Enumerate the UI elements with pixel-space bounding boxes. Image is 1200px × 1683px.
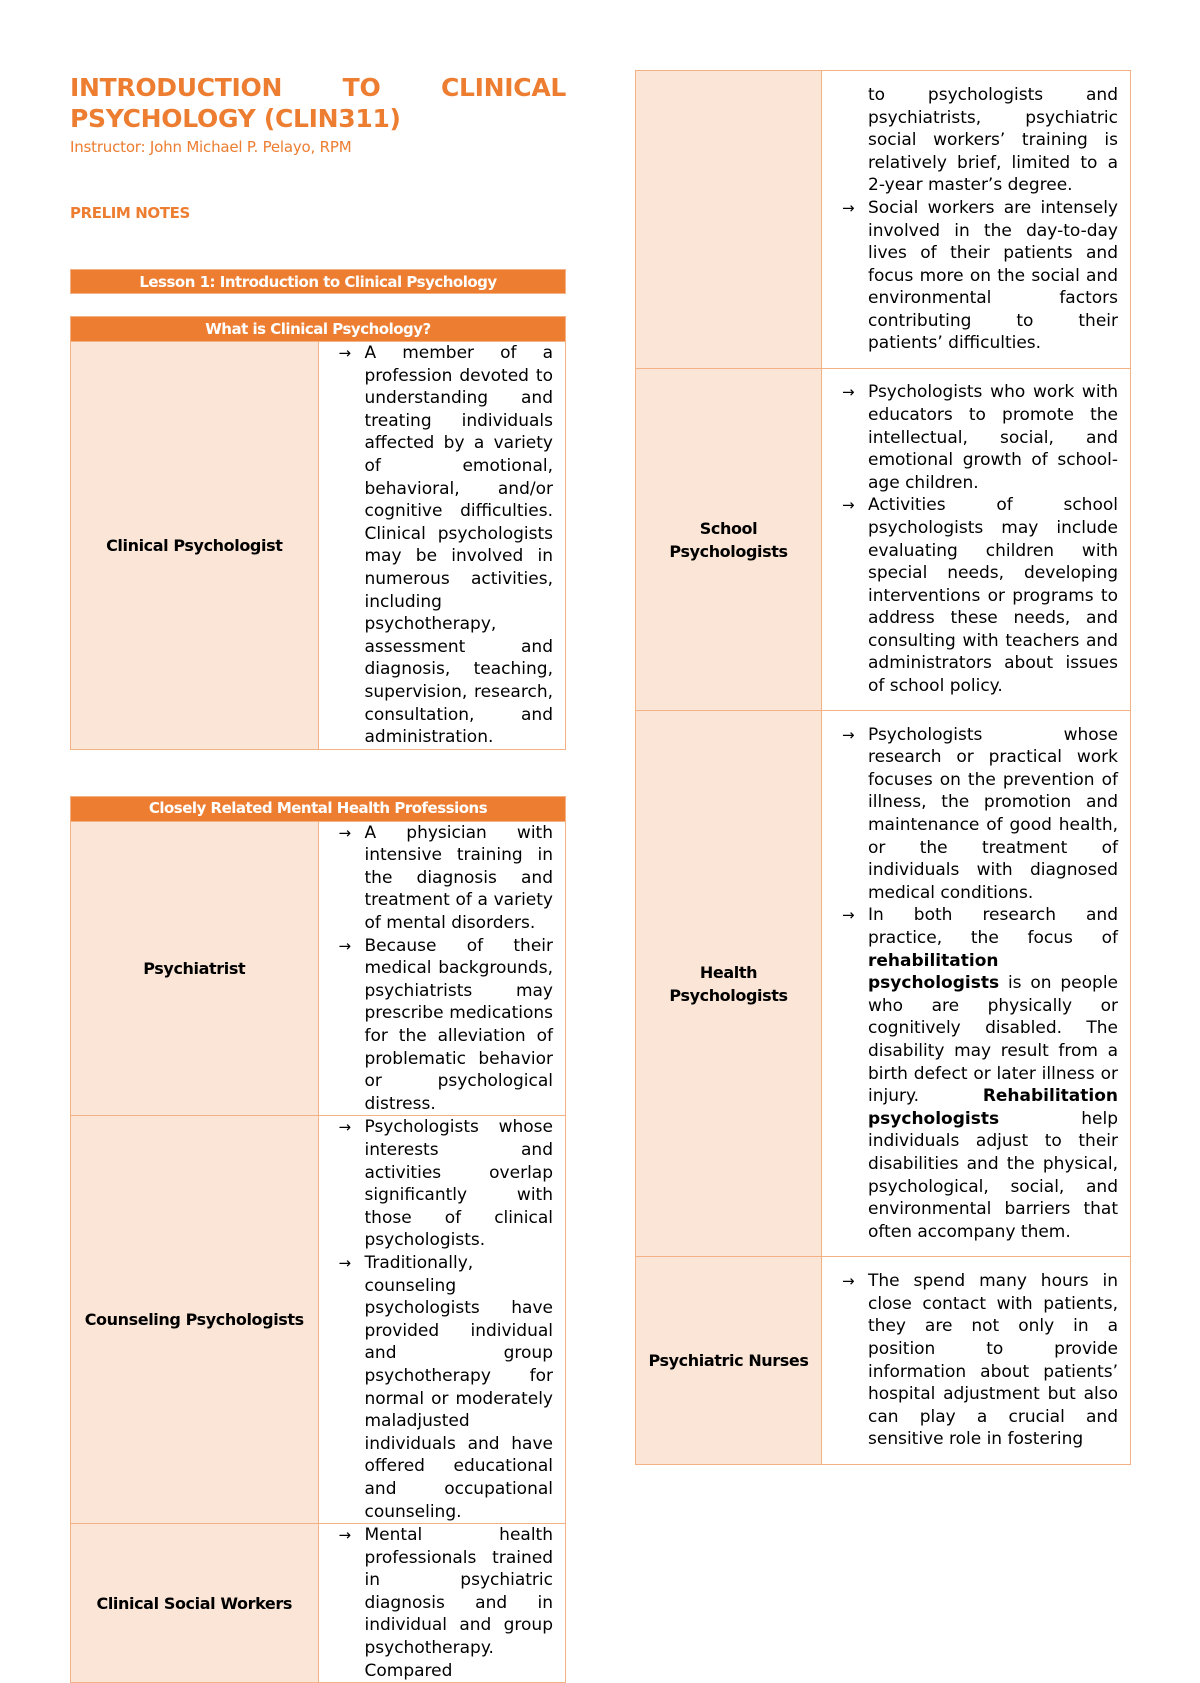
term-cell-psychiatrist: Psychiatrist	[71, 821, 319, 1116]
table-row	[636, 71, 1131, 369]
bold-term: rehabilitation psychologists	[868, 950, 1000, 994]
text-span: In both research and practice, the focus of	[868, 905, 1118, 949]
table-row	[71, 342, 566, 750]
term-cell: Clinical Psychologist	[71, 342, 319, 750]
table-heading: Closely Related Mental Health Professions	[71, 796, 566, 821]
bullet-point: → Because of their medical backgrounds, psychiatrists may prescribe medications for the alleviation of problematic behavior or psychological distress.	[325, 935, 554, 1116]
bullet-point: → The spend many hours in close contact with patients, they are not only in a position to provide information about patients’ hospital adjustment but also can play a crucial and sensitive role in fostering	[828, 1270, 1118, 1451]
right-column	[635, 70, 1131, 1465]
bullet-point: → Activities of school psychologists may include evaluating children with special needs, developing interventions or programs to address these needs, and consulting with teachers and administrators about issues of school policy.	[828, 494, 1118, 697]
related-professions-table-continued	[635, 70, 1131, 1465]
instructor-line: Instructor: John Michael P. Pelayo, RPM	[70, 138, 352, 156]
table-row	[636, 369, 1131, 711]
table-row	[636, 711, 1131, 1257]
term-cell-school-psychologists: School Psychologists	[636, 369, 822, 711]
term-cell-health-psychologists: Health Psychologists	[636, 711, 822, 1257]
table-row	[71, 821, 566, 1116]
term-cell-counseling-psychologists: Counseling Psychologists	[71, 1116, 319, 1524]
continued-text: to psychologists and psychiatrists, psychiatric social workers’ training is relatively brief, limited to a 2-year master’s degree.	[868, 84, 1118, 196]
table-row	[71, 1524, 566, 1683]
bullet-point: → Psychologists whose research or practical work focuses on the prevention of illness, the promotion and maintenance of good health, or the treatment of individuals with diagnosed medical conditions.	[828, 724, 1118, 905]
related-professions-table	[70, 796, 566, 1683]
bullet-point: → A member of a profession devoted to understanding and treating individuals affected by a variety of emotional, behavioral, and/or cognitive difficulties. Clinical psychologists may be involved in numerous activities, including psychotherapy, assessment and diagnosis, teaching, supervision, research, consultation, and administration.	[325, 342, 554, 749]
bullet-point: → Psychologists whose interests and activities overlap significantly with those of clinical psychologists.	[325, 1116, 554, 1252]
left-column	[70, 72, 566, 1683]
bullet-point: → Social workers are intensely involved in the day-to-day lives of their patients and focus more on the social and environmental factors contributing to their patients’ difficulties.	[828, 197, 1118, 355]
what-is-clinical-psychology-table	[70, 316, 566, 750]
description-cell	[318, 1524, 566, 1683]
bold-term: Rehabilitation psychologists	[868, 1086, 1118, 1129]
bullet-point: → A physician with intensive training in the diagnosis and treatment of a variety of mental disorders.	[325, 822, 554, 935]
lesson-title-bar: Lesson 1: Introduction to Clinical Psychology	[70, 269, 566, 294]
description-cell	[822, 1257, 1131, 1465]
description-cell	[318, 342, 566, 750]
description-cell	[318, 1116, 566, 1524]
text-span: is on people who are physically or cognitively disabled. The disability may result from a birth defect or later illness or injury.	[868, 973, 1118, 1107]
bullet-point: → Psychologists who work with educators to promote the intellectual, social, and emotional growth of school-age children.	[828, 381, 1118, 494]
table-heading: What is Clinical Psychology?	[71, 317, 566, 342]
table-row	[636, 1257, 1131, 1465]
bullet-point: → Mental health professionals trained in psychiatric diagnosis and in individual and group psychotherapy. Compared	[325, 1524, 554, 1682]
document-title-line-1: INTRODUCTION TO CLINICAL	[70, 73, 566, 102]
text-span: help individuals adjust to their disabilities and the physical, psychological, social, and environmental barriers that often accompany them.	[868, 1108, 1118, 1242]
section-label: PRELIM NOTES	[70, 204, 190, 222]
term-cell-psychiatric-nurses: Psychiatric Nurses	[636, 1257, 822, 1465]
term-cell-clinical-social-workers: Clinical Social Workers	[71, 1524, 319, 1683]
table-row	[71, 1116, 566, 1524]
bullet-point: → Traditionally, counseling psychologists have provided individual and group psychotherapy for normal or moderately maladjusted individuals and have offered educational and occupational counseling.	[325, 1252, 554, 1523]
term-cell-continued	[636, 71, 822, 369]
description-cell	[822, 711, 1131, 1257]
description-cell	[318, 821, 566, 1116]
description-cell	[822, 71, 1131, 369]
bullet-point-rehabilitation	[828, 904, 1118, 1243]
description-cell	[822, 369, 1131, 711]
document-title-line-2: PSYCHOLOGY (CLIN311)	[70, 104, 401, 133]
